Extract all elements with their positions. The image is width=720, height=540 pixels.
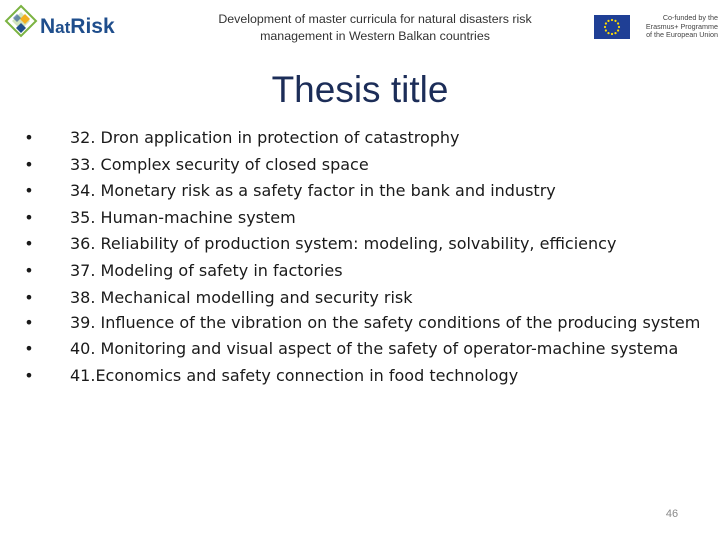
list-item-text: 33. Complex security of closed space: [70, 154, 369, 174]
list-item: [22, 233, 707, 255]
project-header-line-2: management in Western Balkan countries: [260, 29, 490, 43]
list-item: [22, 313, 707, 332]
list-item: [22, 127, 707, 149]
list-item-text: 39. Influence of the vibration on the safety conditions of the producing system: [70, 313, 701, 333]
bullet-icon: •: [24, 181, 34, 201]
natrisk-logo-text: NatRisk: [40, 15, 115, 38]
bullet-icon: •: [24, 234, 34, 254]
list-item-text: 41.Economics and safety connection in food technology: [70, 366, 519, 386]
list-item: [22, 260, 707, 282]
list-item: [22, 180, 707, 202]
page-number: 46: [665, 508, 679, 520]
eu-text-line-1: Co-funded by the: [662, 13, 718, 22]
list-item: [22, 339, 707, 358]
slide-title: Thesis title: [271, 69, 449, 110]
list-item: [22, 207, 707, 229]
list-item-text: 32. Dron application in protection of catastrophy: [70, 128, 460, 147]
eu-flag-icon: [594, 15, 630, 39]
list-item-text: 37. Modeling of safety in factories: [70, 260, 343, 280]
eu-cofunding-text: [634, 14, 718, 40]
thesis-list: [22, 127, 707, 392]
list-item: [22, 287, 707, 309]
bullet-icon: •: [24, 154, 34, 174]
eu-cofunding-badge: [594, 14, 716, 40]
natrisk-logo: [4, 4, 116, 46]
bullet-icon: •: [24, 207, 34, 227]
bullet-icon: •: [24, 313, 34, 333]
list-item-text: 34. Monetary risk as a safety factor in the bank and industry: [70, 181, 556, 201]
bullet-icon: •: [24, 339, 34, 359]
list-item: [22, 365, 707, 387]
eu-text-line-3: of the European Union: [646, 30, 718, 40]
bullet-icon: •: [24, 260, 34, 280]
project-header: [175, 11, 575, 45]
bullet-icon: •: [24, 366, 34, 386]
list-item: [22, 154, 707, 176]
list-item-text: 40. Monitoring and visual aspect of the safety of operator-machine systema: [70, 339, 679, 359]
bullet-icon: •: [24, 287, 34, 307]
project-header-line-1: Development of master curricula for natural disasters risk: [218, 12, 532, 26]
eu-text-line-2: Erasmus+ Programme: [645, 21, 718, 31]
natrisk-emblem: [6, 6, 36, 36]
list-item-text: 38. Mechanical modelling and security risk: [70, 287, 413, 307]
list-item-text: 36. Reliability of production system: modeling, solvability, efficiency: [70, 234, 617, 254]
list-item-text: 35. Human-machine system: [70, 207, 296, 227]
bullet-icon: •: [24, 128, 34, 147]
